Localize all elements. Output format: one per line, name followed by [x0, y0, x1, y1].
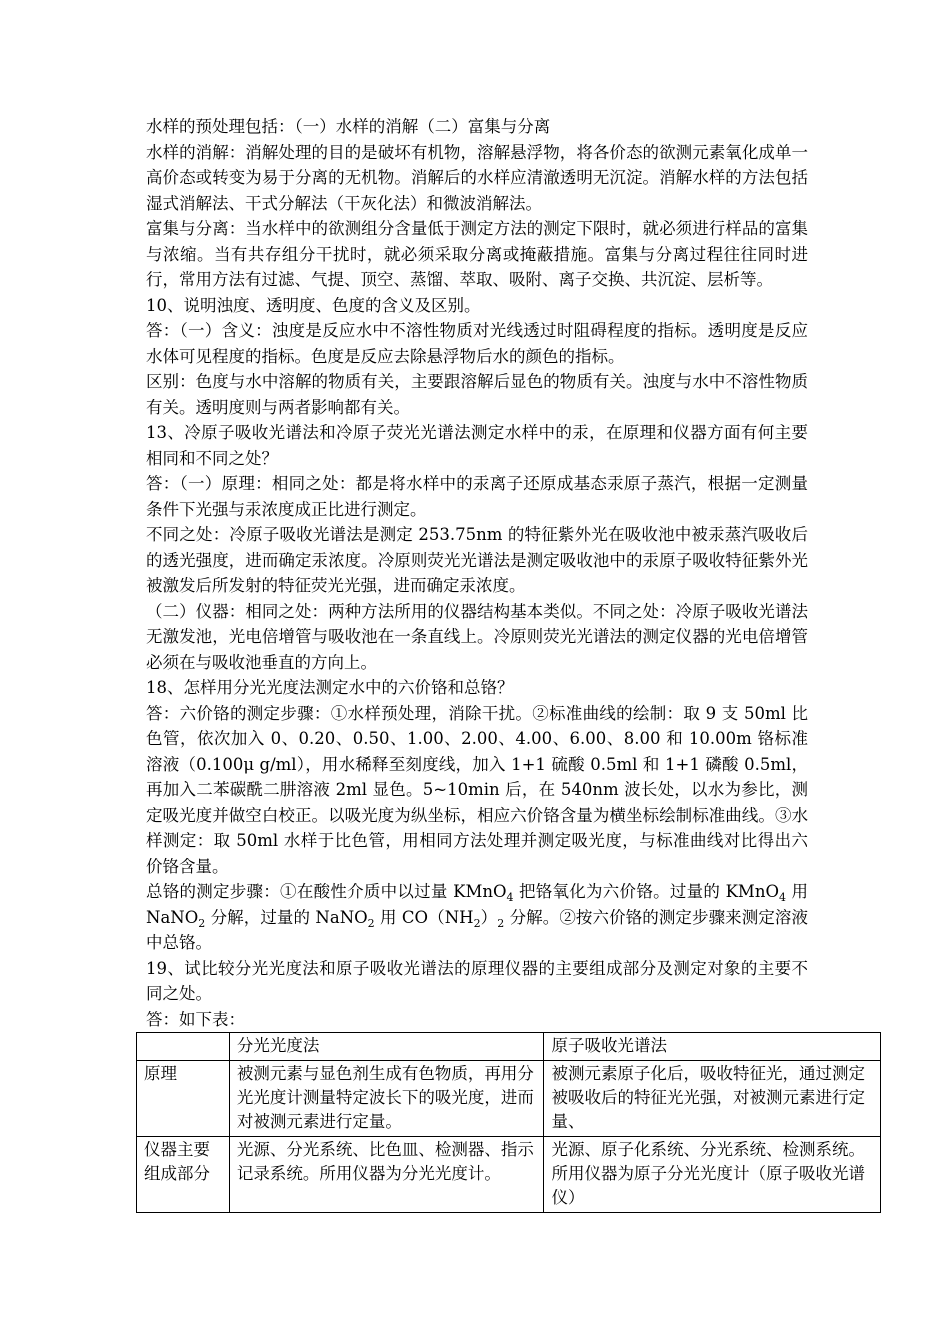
comparison-table: [136, 1032, 881, 1213]
table-cell: 光源、原子化系统、分光系统、检测系统。所用仪器为原子分光光度计（原子吸收光谱仪）: [544, 1137, 881, 1213]
answer-18-hexavalent: 答：六价铬的测定步骤：①水样预处理，消除干扰。②标准曲线的绘制：取 9 支 50ml 比色管，依次加入 0、0.20、0.50、1.00、2.00、4.00、6.00、8.00 和 10.00m 铬标准溶液（0.100μ g/ml），用水稀释至刻度线，加入 1+1 硫酸 0.5ml 和 1+1 磷酸 0.5ml，再加入二苯碳酰二肼溶液 2ml 显色。5~10min 后，在 540nm 波长处，以水为参比，测定吸光度并做空白校正。以吸光度为纵坐标，相应六价铬含量为横坐标绘制标准曲线。③水样测定：取 50ml 水样于比色管，用相同方法处理并测定吸光度，与标准曲线对比得出六价铬含量。: [146, 703, 808, 876]
answer-19-intro: 答：如下表：: [146, 1009, 245, 1029]
table-cell: 光源、分光系统、比色皿、检测器、指示记录系统。所用仪器为分光光度计。: [229, 1137, 544, 1213]
table-header-cell: 分光光度法: [229, 1033, 544, 1061]
question-10: 10、说明浊度、透明度、色度的含义及区别。: [146, 295, 481, 315]
question-19: 19、试比较分光光度法和原子吸收光谱法的原理仪器的主要组成部分及测定对象的主要不同之处。: [146, 958, 808, 1003]
body-text: [146, 114, 808, 1032]
answer-13-principle-same: 答：（一）原理：相同之处：都是将水样中的汞离子还原成基态汞原子蒸汽，根据一定测量条件下光强与汞浓度成正比进行测定。: [146, 474, 808, 519]
paragraph-digestion: 水样的消解：消解处理的目的是破坏有机物，溶解悬浮物，将各价态的欲测元素氧化成单一高价态或转变为易于分离的无机物。消解后的水样应清澈透明无沉淀。消解水样的方法包括湿式消解法、干式分解法（干灰化法）和微波消解法。: [146, 142, 808, 213]
table-cell: 被测元素与显色剂生成有色物质，再用分光光度计测量特定波长下的吸光度，进而对被测元素进行定量。: [229, 1061, 544, 1137]
answer-13-instrument: （二）仪器：相同之处：两种方法所用的仪器结构基本类似。不同之处：冷原子吸收光谱法无激发池，光电倍增管与吸收池在一条直线上。冷原则荧光光谱法的测定仪器的光电倍增管必须在与吸收池垂直的方向上。: [146, 601, 808, 672]
answer-13-principle-diff: 不同之处：冷原子吸收光谱法是测定 253.75nm 的特征紫外光在吸收池中被汞蒸汽吸收后的透光强度，进而确定汞浓度。冷原则荧光光谱法是测定吸收池中的汞原子吸收特征紫外光被激发后所发射的特征荧光光强，进而确定汞浓度。: [146, 525, 808, 595]
table-cell: 原理: [137, 1061, 230, 1137]
table-header-row: [137, 1033, 881, 1061]
question-18: 18、怎样用分光光度法测定水中的六价铬和总铬？: [146, 678, 514, 697]
table-cell: 仪器主要组成部分: [137, 1137, 230, 1213]
table-row: [137, 1061, 881, 1137]
table-header-cell: 原子吸收光谱法: [544, 1033, 881, 1061]
paragraph-enrichment: 富集与分离：当水样中的欲测组分含量低于测定方法的测定下限时，就必须进行样品的富集与浓缩。当有共存组分干扰时，就必须采取分离或掩蔽措施。富集与分离过程往往同时进行，常用方法有过滤、气提、顶空、蒸馏、萃取、吸附、离子交换、共沉淀、层析等。: [146, 219, 808, 289]
table-header-cell: [137, 1033, 230, 1061]
table-row: [137, 1137, 881, 1213]
answer-10-difference: 区别：色度与水中溶解的物质有关，主要跟溶解后显色的物质有关。浊度与水中不溶性物质有关。透明度则与两者影响都有关。: [146, 372, 808, 417]
paragraph-pretreatment: 水样的预处理包括：（一）水样的消解（二）富集与分离: [146, 117, 551, 136]
answer-10-meaning: 答：（一）含义：浊度是反应水中不溶性物质对光线透过时阻碍程度的指标。透明度是反应水体可见程度的指标。色度是反应去除悬浮物后水的颜色的指标。: [146, 321, 808, 366]
question-13: 13、冷原子吸收光谱法和冷原子荧光光谱法测定水样中的汞，在原理和仪器方面有何主要相同和不同之处？: [146, 423, 808, 468]
answer-18-total-chromium: 总铬的测定步骤：①在酸性介质中以过量 KMnO$_4$ 把铬氧化为六价铬。过量的 KMnO$_4$ 用 NaNO$_2$ 分解，过量的 NaNO$_2$ 用 $CO(NH_2)_2$ 分解。②按六价铬的测定步骤来测定溶液中总铬。: [146, 882, 809, 952]
table-cell: 被测元素原子化后，吸收特征光，通过测定被吸收后的特征光光强，对被测元素进行定量、: [544, 1061, 881, 1137]
